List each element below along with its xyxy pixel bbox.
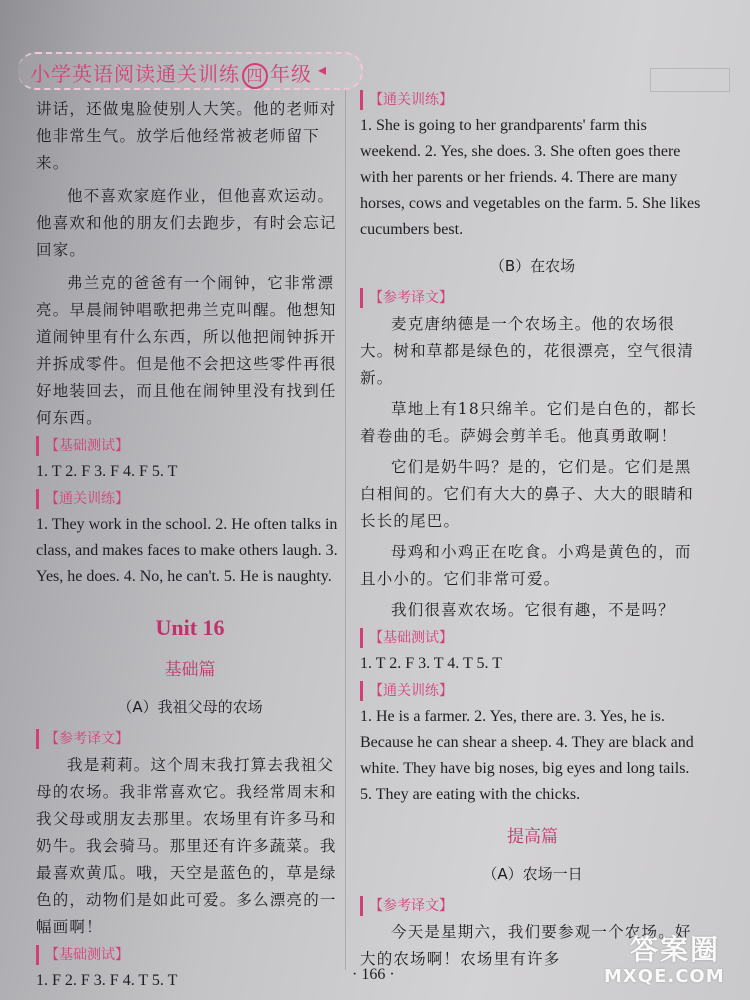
- basic-test-tag: 【基础测试】: [36, 436, 129, 456]
- left-paragraph-2: 他不喜欢家庭作业，但他喜欢运动。他喜欢和他的朋友们去跑步，有时会忘记回家。: [36, 187, 337, 259]
- book-title-grade-label: 年级: [270, 62, 312, 86]
- column-divider: [345, 90, 346, 970]
- pass-training-answers: 1. They work in the school. 2. He often talks in class, and makes faces to make others laugh. 3. Yes, he does. 4. No, he can't. 5. He is naughty.: [36, 516, 338, 585]
- basic-test-answers: 1. T 2. F 3. F 4. F 5. T: [36, 463, 178, 480]
- translation-b-2: 草地上有18只绵羊。它们是白色的，都长着卷曲的毛。萨姆会剪羊毛。他真勇敢啊！: [360, 400, 698, 445]
- unit-title: Unit 16: [155, 615, 225, 640]
- pass-training-tag-r2: 【通关训练】: [360, 681, 453, 701]
- right-column: [360, 86, 705, 973]
- translation-tag-r2: 【参考译文】: [360, 896, 453, 916]
- page-number: · 166 ·: [352, 966, 395, 983]
- translation-tag: 【参考译文】: [36, 729, 129, 749]
- left-paragraph-3: 弗兰克的爸爸有一个闹钟，它非常漂亮。早晨闹钟唱歌把弗兰克叫醒。他想知道闹钟里有什么东西，所以他把闹钟拆开并拆成零件。但是他不会把这些零件再很好地装回去，而且他在闹钟里没有找到任何东西。: [36, 274, 337, 427]
- translation-b-1: 麦克唐纳德是一个农场主。他的农场很大。树和草都是绿色的，花很漂亮，空气很清新。: [360, 315, 695, 387]
- pass-training-tag-r: 【通关训练】: [360, 90, 453, 110]
- translation-b-4: 母鸡和小鸡正在吃食。小鸡是黄色的，而且小小的。它们非常可爱。: [360, 543, 692, 588]
- watermark-logo: [600, 928, 740, 994]
- basic-test-answers-r: 1. T 2. F 3. T 4. T 5. T: [360, 655, 502, 672]
- passage-a2-title: （A）农场一日: [482, 865, 583, 883]
- pass-training-answers-r2: 1. He is a farmer. 2. Yes, there are. 3. Yes, he is. Because he can shear a sheep. 4. They are black and white. They have big noses, big eyes and long tails. 5. They are eating with the chicks.: [360, 708, 694, 803]
- pass-training-answers-r: 1. She is going to her grandparents' farm this weekend. 2. Yes, she does. 3. She often goes there with her parents or her friends. 4. There are many horses, cows and vegetables on the farm. 5. She likes cucumbers best.: [360, 117, 701, 238]
- left-column: [36, 96, 344, 994]
- basic-test-tag-2: 【基础测试】: [36, 945, 129, 965]
- section-basic-title: 基础篇: [164, 660, 216, 680]
- basic-test-answers-2: 1. F 2. F 3. F 4. T 5. T: [36, 972, 178, 989]
- translation-b-3: 它们是奶牛吗？是的，它们是。它们是黑白相间的。它们有大大的鼻子、大大的眼睛和长长的尾巴。: [360, 458, 695, 530]
- translation-c: 今天是星期六，我们要参观一个农场。好大的农场啊！农场里有许多: [360, 923, 692, 968]
- header-arrow-icon: ◂: [318, 60, 327, 79]
- basic-test-tag-r: 【基础测试】: [360, 628, 453, 648]
- passage-b-title: （B）在农场: [489, 257, 576, 275]
- grade-circle: 四: [242, 63, 268, 89]
- watermark-logo-text: 答案圈: [630, 933, 721, 966]
- book-title: [30, 58, 312, 89]
- left-paragraph-1: 讲话，还做鬼脸使别人大笑。他的老师对他非常生气。放学后他经常被老师留下来。: [36, 100, 337, 172]
- watermark-url: MXQE.COM: [604, 966, 725, 987]
- pass-training-tag: 【通关训练】: [36, 489, 129, 509]
- passage-a-title: （A）我祖父母的农场: [117, 698, 263, 716]
- translation-b-5: 我们很喜欢农场。它很有趣，不是吗？: [391, 601, 675, 619]
- translation-a: 我是莉莉。这个周末我打算去我祖父母的农场。我非常喜欢它。我经常周末和我父母或朋友去那里。农场里有许多马和奶牛。我会骑马。那里还有许多蔬菜。我最喜欢黄瓜。哦，天空是蓝色的，草是绿色的，动物们是如此可爱。多么漂亮的一幅画啊！: [36, 756, 337, 936]
- section-advanced-title: 提高篇: [507, 827, 558, 847]
- translation-tag-r: 【参考译文】: [360, 288, 453, 308]
- book-title-text: 小学英语阅读通关训练: [30, 62, 240, 86]
